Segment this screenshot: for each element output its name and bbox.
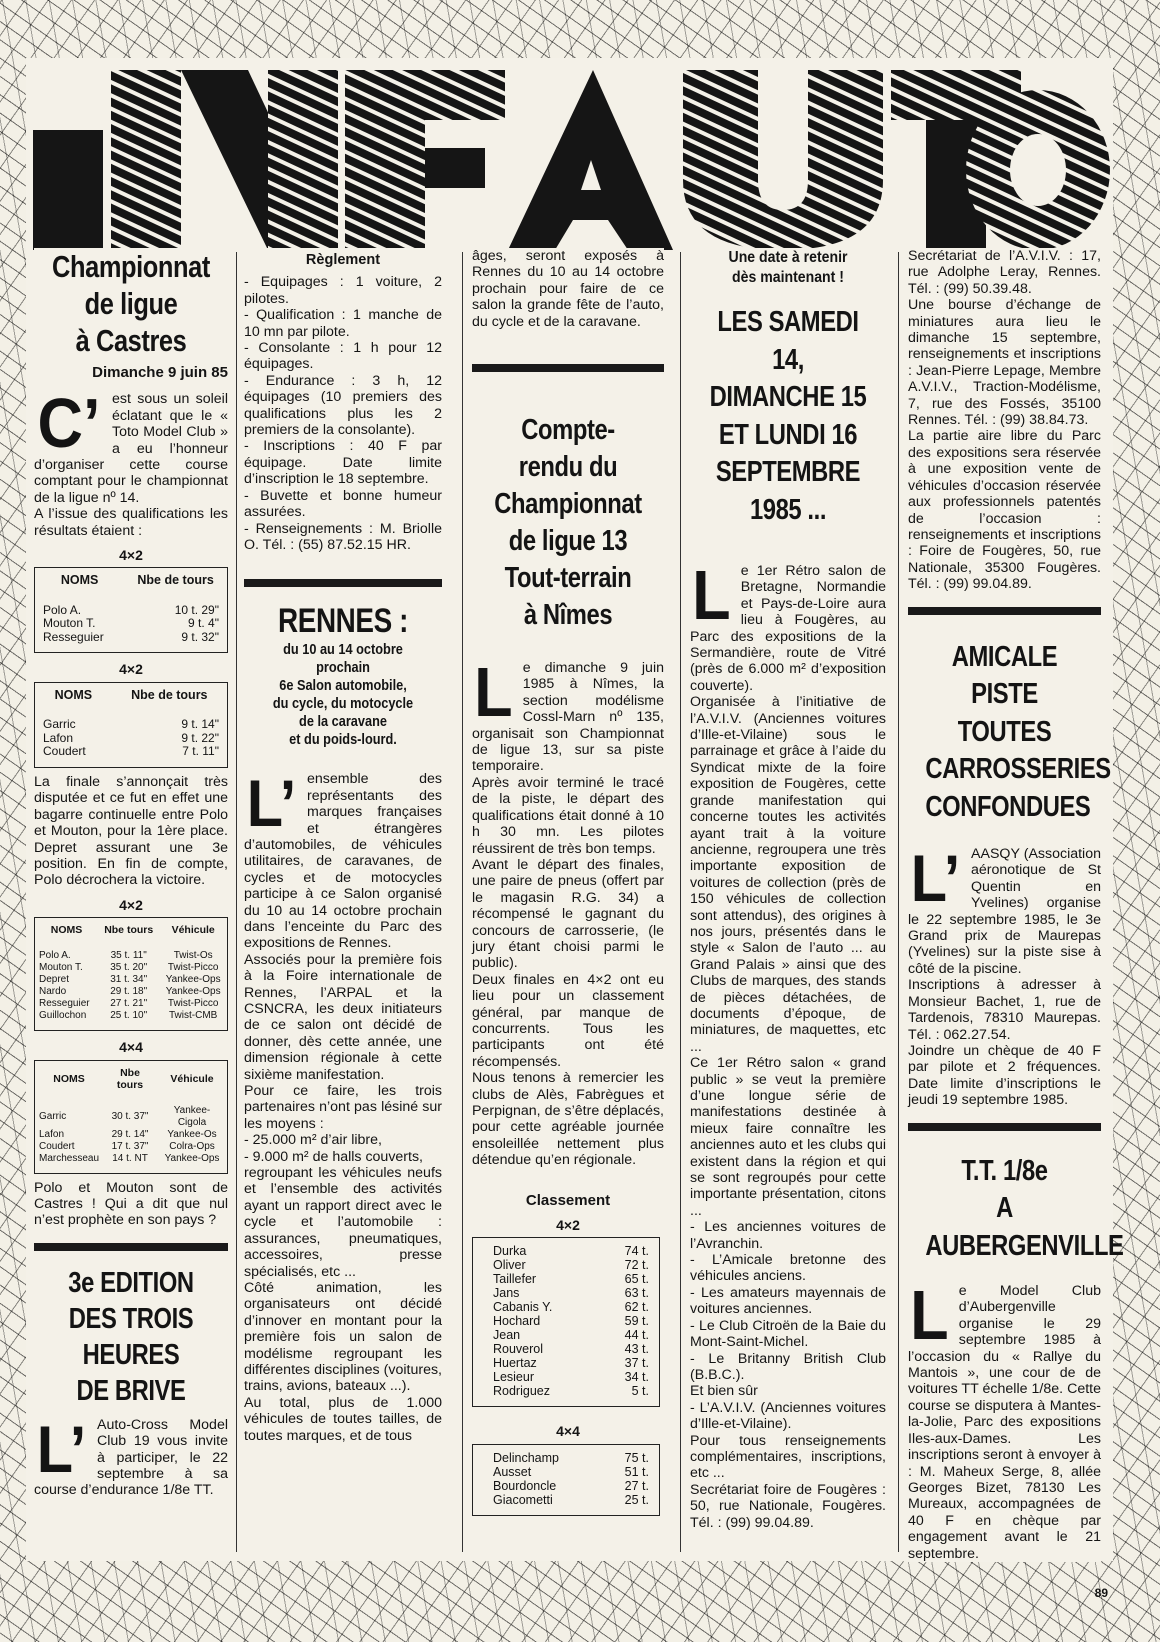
masthead-logo	[33, 70, 1113, 252]
table-row: Mouton T. 35 t. 20" Twist-Picco	[39, 962, 219, 974]
table-caption: 4×4	[556, 1423, 580, 1440]
table-row: Garric 30 t. 37" Yankee-Cigola	[39, 1104, 211, 1128]
list-item: - L’A.V.I.V. (Anciennes voitures d’Ille-et-Vilaine).	[690, 1399, 886, 1433]
column-rule	[680, 252, 681, 1552]
section-heading: Classement	[525, 1191, 611, 1209]
rule-item: - Consolante : 1 h pour 12 équipages.	[244, 340, 442, 373]
article-title: RENNES :	[278, 602, 408, 641]
rule-item: - Inscriptions : 40 F par équipage. Date limite d’inscription le 18 septembre.	[244, 438, 442, 488]
table-row: Mouton T. 9 t. 4"	[43, 616, 219, 631]
table-row: Lesieur 34 t.	[493, 1370, 649, 1385]
article-body: Ce 1er Rétro salon « grand public » se veut la première d’une longue série de manifestations destinée à mieux faire connaître les anciennes auto et les clubs qui existent dans la région et qui se sont regroupés pour cette importante présentation, citons ...	[690, 1055, 886, 1219]
list-item: - Les amateurs mayennais de voitures anciennes.	[690, 1284, 886, 1318]
table-row: Resseguier 27 t. 21" Twist-Picco	[39, 998, 219, 1010]
article-title: 3e EDITION DES TROIS HEURES DE BRIVE	[68, 1266, 194, 1407]
table-row: Lafon 9 t. 22"	[43, 730, 219, 745]
column-rennes	[244, 248, 442, 1444]
table-row: Jans 63 t.	[493, 1286, 649, 1301]
table-row: Coudert 17 t. 37" Colra-Ops	[39, 1140, 215, 1152]
article-body: L’ ensemble des représentants des marques françaises et étrangères d’automobiles, de véhicules utilitaires, de caravanes, de cycles et de motocycles participe à ce Salon organisé du 10 au 14 octobre prochain dans l’enceinte du Parc des expositions de Rennes.	[244, 766, 442, 952]
list-item: - Les anciennes voitures de l’Avranchin.	[690, 1219, 886, 1252]
drop-cap: C’	[37, 384, 101, 463]
article-body: - 9.000 m² de halls couverts,	[244, 1148, 423, 1165]
article-body: Deux finales en 4×2 ont eu lieu pour un classement général, par manque de concurrents. Tous les participants ont été récompensés.	[472, 971, 664, 1070]
article-date: Dimanche 9 juin 85	[92, 364, 228, 381]
section-heading: Règlement	[305, 252, 381, 268]
table-row: Delinchamp 75 t.	[493, 1450, 649, 1465]
rule-item: - Endurance : 3 h, 12 équipages (10 premiers des qualifications plus les 2 premiers de la consolante).	[244, 372, 442, 439]
list-item: - L’Amicale bretonne des véhicules anciens.	[690, 1252, 886, 1285]
article-body: Secrétariat foire de Fougères : 50, rue Nationale, Fougères. Tél. : (99) 99.04.89.	[690, 1481, 886, 1531]
table-row: Jean 44 t.	[493, 1328, 649, 1343]
table-row: Polo A. 10 t. 29"	[43, 602, 219, 617]
results-table: NOMS Nbe de tours Polo A. 10 t. 29" Mouton T. 9 t. 4" Resseguier 9 t. 32"	[34, 567, 228, 653]
article-body: Joindre un chèque de 40 F par pilote et 2 fréquences. Date limite d’inscriptions le jeudi 19 septembre 1985.	[908, 1042, 1101, 1109]
drop-cap: L	[910, 1276, 949, 1355]
article-body: La partie aire libre du Parc des expositions sera réservée à une exposition vente de véhicules d’occasion réservée aux professionnels patentés de l’occasion : renseignements et inscriptions : Foire de Fougères, 50, rue Nationale, 35300 Fougères. Tél. : (99) 99.04.89.	[908, 428, 1101, 593]
article-body: - 25.000 m² d’air libre,	[244, 1132, 382, 1149]
table-row: Coudert 7 t. 11"	[43, 744, 219, 759]
column-rule	[462, 252, 463, 1552]
list-item: Et bien sûr	[690, 1383, 758, 1400]
page-number: 89	[1094, 1586, 1108, 1600]
drop-cap: L	[692, 556, 731, 634]
article-body: Organisée à l’initiative de l’A.V.I.V. (Anciennes voitures d’Ille-et-Vilaine) sous le parrainage et grâce à l’aide du Syndicat mixte de la foire exposition de Fougères, cette grande manifestation qui concerne toutes les activités ayant trait à la voiture ancienne, regroupera une très importante exposition de voitures de collection (près de 150 véhicules de collection sont attendus), des origines à nos jours, présentés dans le style « Salon de l’auto ... au Grand Palais » ainsi que des Clubs de marques, des stands de pièces détachées, de documents d’époque, de miniatures, de maquettes, etc ...	[690, 694, 886, 1055]
drop-cap: L’	[246, 766, 297, 841]
table-caption: 4×2	[119, 661, 143, 678]
column-rule	[236, 252, 237, 1552]
table-row: Lafon 29 t. 14" Yankee-Os	[39, 1128, 217, 1140]
article-kicker: Une date à retenir dès maintenant !	[728, 249, 848, 286]
rule-item: - Qualification : 1 manche de 10 mn par pilote.	[244, 307, 442, 340]
table-row: Depret 31 t. 34" Yankee-Ops	[39, 974, 221, 986]
table-caption: 4×2	[556, 1217, 580, 1234]
article-body: A l’issue des qualifications les résultats étaient :	[34, 506, 228, 539]
column-rule	[898, 252, 899, 1552]
article-title: Compte-rendu du Championnat de ligue 13 Tout-terrain à Nîmes	[494, 414, 642, 632]
table-row: Polo A. 35 t. 11" Twist-Os	[39, 950, 213, 962]
table-row: Taillefer 65 t.	[493, 1272, 649, 1287]
ranking-table	[472, 1444, 660, 1516]
article-body: Le Model Club d’Aubergenville organise le 29 septembre 1985 à l’occasion du « Rallye du Mantois », une cour de de voitures TT échelle 1/8e. Cette course se disputera à Mantes-la-Jolie, Parc des expositions Iles-aux-Dames. Les inscriptions seront à envoyer à : M. Maheux Serge, 8, allée Georges Bizet, 78130 Les Mureaux, accompagnées de 40 F en chèque par engagement avant le 21 septembre.	[908, 1276, 1101, 1562]
list-item: - Le Club Citroën de la Baie du Mont-Saint-Michel.	[690, 1317, 886, 1351]
article-body: Pour ce faire, les trois partenaires n’ont pas lésiné sur les moyens :	[244, 1083, 442, 1132]
section-divider	[244, 579, 442, 587]
article-body: Inscriptions à adresser à Monsieur Bachet, 1, rue de Tardenois, 78310 Maurepas. Tél. : 062.27.54.	[908, 977, 1101, 1043]
table-row: Hochard 59 t.	[493, 1314, 649, 1329]
article-body: Avant le départ des finales, une paire de pneus (offert par le magasin R.G. 34) a récompensé le gagnant du concours de carrosserie, (le jury étant choisi parmi le public).	[472, 856, 664, 972]
table-row: Giacometti 25 t.	[493, 1492, 649, 1507]
section-divider	[908, 1123, 1101, 1131]
drop-cap: L	[474, 653, 513, 732]
table-row: Garric 9 t. 14"	[43, 717, 219, 732]
column-castres	[34, 248, 228, 1499]
article-body: Secrétariat de l’A.V.I.V. : 17, rue Adolphe Leray, Rennes. Tél. : (99) 50.39.48.	[908, 248, 1101, 297]
results-table: NOMS Nbe de tours Garric 9 t. 14" Lafon 9 t. 22" Coudert 7 t. 11"	[34, 682, 228, 768]
article-body: regroupant les véhicules neufs et l’ensemble des activités ayant un rapport direct avec le cycle et l’automobile : assurances, pneumatiques, accessoires, presse spécialisés, etc ...	[244, 1165, 442, 1280]
column-amicale	[908, 248, 1124, 1562]
article-body: Pour tous renseignements complémentaires, inscriptions, etc ...	[690, 1432, 886, 1482]
rule-item: - Renseignements : M. Briolle O. Tél. : (55) 87.52.15 HR.	[244, 520, 442, 553]
article-body: L’ Auto-Cross Model Club 19 vous invite à participer, le 22 septembre à sa course d’endurance 1/8e TT.	[34, 1411, 228, 1499]
table-row: Rodriguez 5 t.	[493, 1384, 649, 1399]
article-title: AMICALE PISTE TOUTES CARROSSERIES CONFONDUES	[925, 640, 1111, 823]
table-caption: 4×2	[119, 896, 143, 913]
article-body: Au total, plus de 1.000 véhicules de toutes tailles, de toutes marques, et de tous	[244, 1394, 442, 1444]
article-body: C’ est sous un soleil éclatant que le « Toto Model Club » a eu l’honneur d’organiser cette course comptant pour le championnat de la ligue nº 14.	[34, 384, 228, 506]
article-body: Associés pour la première fois à la Foire internationale de Rennes, l’ARPAL et la CSNCRA, les deux initiateurs de ce salon ont décidé de donner, dès cette année, une dimension régionale à cette sixième manifestation.	[244, 951, 442, 1083]
section-divider	[34, 1243, 228, 1251]
table-row: Resseguier 9 t. 32"	[43, 629, 219, 644]
article-body: La finale s’annonçait très disputée et ce fut en effet une bagarre continuelle entre Polo et Mouton, pour la 1ère place. Depret assurant une 3e position. En fin de compte, Polo décrochera la victoire.	[34, 773, 228, 889]
results-table: NOMS Nbe tours Véhicule Polo A. 35 t. 11" Twist-Os Mouton T. 35 t. 20" Twist-Picco Depret 31 t. 34" Yankee-Ops Nardo 29 t. 18" Yankee-Ops Resseguier 27 t. 21" Twist-Picco Guillochon 25 t. 10" Twist-CMB	[34, 917, 228, 1031]
results-table: NOMS Nbe tours Véhicule Garric 30 t. 37" Yankee-Cigola Lafon 29 t. 14" Yankee-Os Coudert 17 t. 37" Colra-Ops Marchesseau 14 t. NT Yankee-Ops	[34, 1060, 228, 1174]
section-divider	[908, 607, 1101, 615]
article-body: Le 1er Rétro salon de Bretagne, Normandie et Pays-de-Loire aura lieu à Fougères, au Parc des expositions de la Sermandière, route de Vitré (près de 6.000 m² d’exposition couverte).	[690, 556, 886, 694]
article-body: âges, seront exposés à Rennes du 10 au 14 octobre prochain pour faire de ce salon la grande fête de l’auto, du cycle et de la caravane.	[472, 248, 664, 330]
article-body: L’ AASQY (Association aéronotique de St Quentin en Yvelines) organise le 22 septembre 1985, le 3e Grand prix de Maurepas (Yvelines) sur la piste sise à côté de la piscine.	[908, 841, 1101, 977]
table-row: Cabanis Y. 62 t.	[493, 1300, 649, 1315]
table-caption: 4×4	[119, 1039, 143, 1056]
article-body: Après avoir terminé le tracé de la piste, le départ des qualifications était donné à 10 h 30 mn. Les pilotes réussirent de très bon temps.	[472, 774, 664, 857]
list-item: - Le Britanny British Club (B.B.C.).	[690, 1350, 886, 1383]
article-body: Polo et Mouton sont de Castres ! Qui a dit que nul n’est prophète en son pays ?	[34, 1179, 228, 1229]
column-retro-salon	[690, 248, 886, 1531]
table-row: Bourdoncle 27 t.	[493, 1478, 649, 1493]
rule-item: - Buvette et bonne humeur assurées.	[244, 487, 442, 521]
table-row: Rouverol 43 t.	[493, 1342, 649, 1357]
rule-item: - Equipages : 1 voiture, 2 pilotes.	[244, 274, 442, 307]
table-caption: 4×2	[119, 547, 143, 564]
drop-cap: L’	[910, 841, 961, 916]
article-subtitle: du 10 au 14 octobre prochain 6e Salon automobile, du cycle, du motocycle de la caravane et du poids-lourd.	[272, 641, 414, 749]
article-body: Le dimanche 9 juin 1985 à Nîmes, la section modélisme Cossl-Marn nº 135, organisait son Championnat de ligue 13, sur sa piste temporaire.	[472, 653, 664, 775]
table-row: Ausset 51 t.	[493, 1464, 649, 1479]
article-title: T.T. 1/8e A AUBERGENVILLE	[925, 1154, 1124, 1262]
article-body: Nous tenons à remercier les clubs de Alès, Fabrègues et Perpignan, de s’être déplacés, pour cette agréable journée ensoleillée nettement plus détendue qu’en régionale.	[472, 1070, 664, 1169]
article-title: LES SAMEDI 14, DIMANCHE 15 ET LUNDI 16 SEPTEMBRE 1985 ...	[709, 306, 867, 526]
article-body: Une bourse d’échange de miniatures aura lieu le dimanche 15 septembre, renseignements et inscriptions : Jean-Pierre Lepage, Membre A.V.I.V., Traction-Modélisme, 7, rue des Fossés, 35100 Rennes. Tél. : (99) 38.84.73.	[908, 297, 1101, 429]
column-nimes	[472, 248, 664, 1524]
section-divider	[472, 364, 664, 372]
table-row: Nardo 29 t. 18" Yankee-Ops	[39, 986, 221, 998]
ranking-table	[472, 1237, 660, 1407]
drop-cap: L’	[36, 1411, 87, 1486]
article-title: Championnat de ligue à Castres	[52, 249, 210, 358]
article-body: Côté animation, les organisateurs ont décidé d’innover en montant pour la première fois un salon de modélisme regroupant les différentes disciplines (voitures, trains, avions, bateaux ...).	[244, 1279, 442, 1395]
table-row: Oliver 72 t.	[493, 1258, 649, 1273]
table-row: Guillochon 25 t. 10" Twist-CMB	[39, 1010, 218, 1022]
table-row: Marchesseau 14 t. NT Yankee-Ops	[39, 1152, 220, 1164]
table-row: Huertaz 37 t.	[493, 1356, 649, 1371]
table-row: Durka 74 t.	[493, 1244, 649, 1259]
